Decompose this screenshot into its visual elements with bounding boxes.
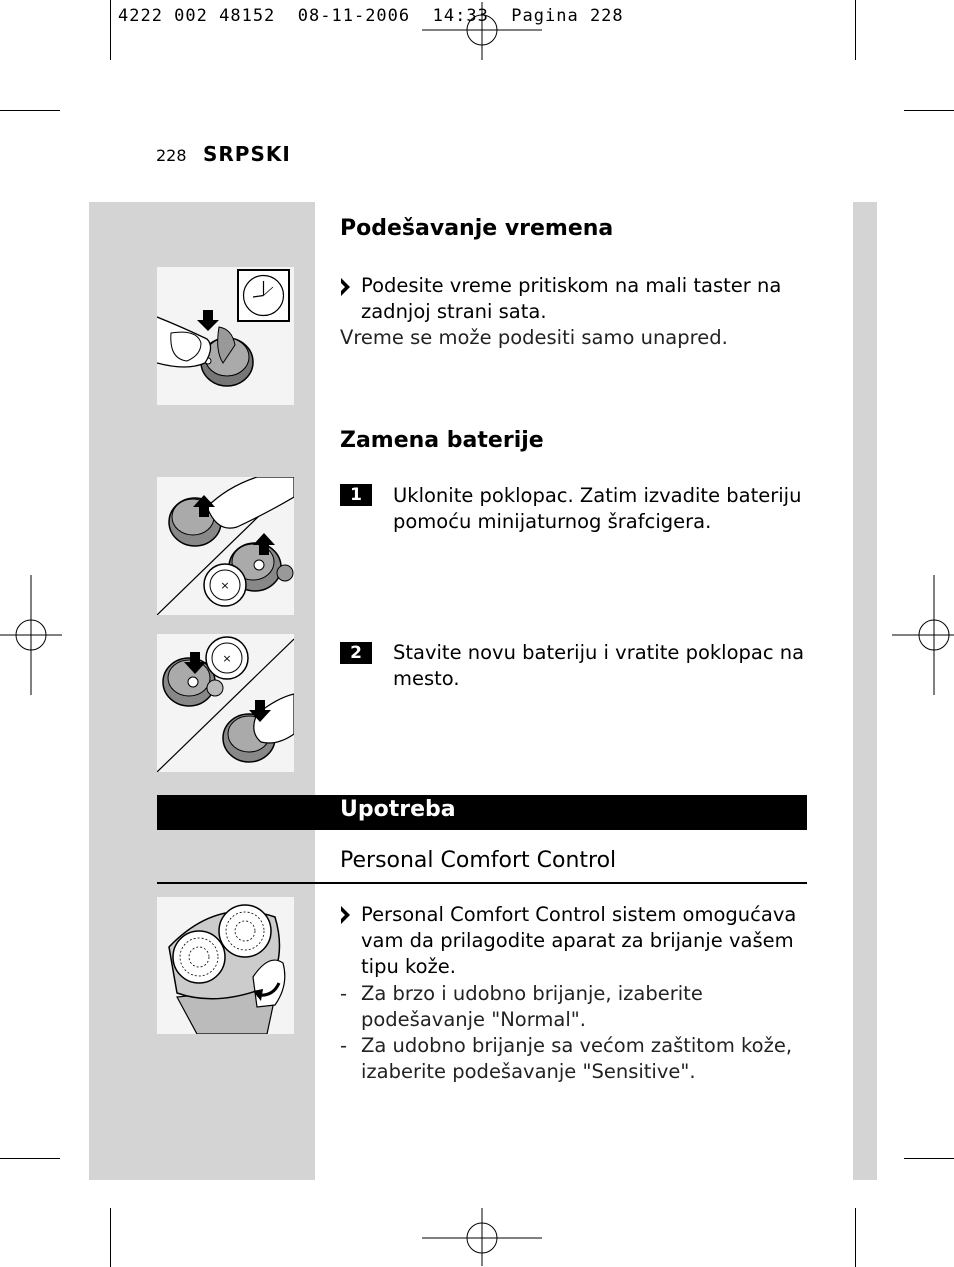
- step-1-line-1: Uklonite poklopac. Zatim izvadite bateriju: [393, 484, 802, 507]
- comfort-bullet-line-3: tipu kože.: [361, 955, 456, 978]
- illustration-clock-setting: [157, 267, 294, 405]
- step-number-2: 2: [340, 642, 372, 664]
- crop-mark: [0, 110, 60, 111]
- crop-mark: [855, 1208, 856, 1267]
- dash-item-1-line-2: podešavanje "Normal".: [361, 1008, 586, 1031]
- step-1-line-2: pomoću minijaturnog šrafcigera.: [393, 510, 712, 533]
- registration-mark-bottom: [420, 1208, 544, 1266]
- print-slug: [118, 6, 624, 26]
- step-2-line-1: Stavite novu bateriju i vratite poklopac na: [393, 641, 805, 664]
- dash-marker: -: [340, 982, 348, 1005]
- crop-mark: [855, 0, 856, 60]
- crop-mark: [0, 1158, 60, 1159]
- crop-mark: [904, 110, 954, 111]
- page-number: 228: [156, 146, 187, 165]
- svg-text:×: ×: [222, 652, 232, 665]
- battery-cell: [206, 637, 248, 679]
- bullet-arrow-icon: [340, 906, 358, 924]
- battery-cell: [204, 564, 246, 606]
- time-bullet-line-2: zadnjoj strani sata.: [361, 300, 547, 323]
- registration-mark-right: [892, 573, 954, 697]
- right-margin-column: [853, 202, 877, 1180]
- subsection-rule: [157, 882, 807, 884]
- time-bullet-line-1: Podesite vreme pritiskom na mali taster na: [361, 274, 782, 297]
- section-title-time: Podešavanje vremena: [340, 216, 614, 241]
- crop-mark: [110, 1208, 111, 1267]
- crop-mark: [904, 1158, 954, 1159]
- illustration-battery-remove: [157, 477, 294, 615]
- section-bar-title: Upotreba: [340, 797, 456, 822]
- clock-icon: [238, 270, 289, 321]
- subsection-title: Personal Comfort Control: [340, 848, 617, 873]
- crop-mark: [110, 0, 111, 60]
- finger: [207, 477, 294, 528]
- shaving-head: [219, 905, 271, 957]
- time-note: Vreme se može podesiti samo unapred.: [340, 326, 728, 349]
- shaving-head: [173, 931, 225, 983]
- comfort-bullet-line-1: Personal Comfort Control sistem omogućava: [361, 903, 797, 926]
- battery-small: [207, 680, 223, 696]
- dash-item-1-line-1: Za brzo i udobno brijanje, izaberite: [361, 982, 703, 1005]
- step-2-line-2: mesto.: [393, 667, 460, 690]
- dash-item-2-line-2: izaberite podešavanje "Sensitive".: [361, 1060, 696, 1083]
- registration-mark-left: [0, 573, 62, 697]
- slug-time: 14:33: [432, 6, 489, 26]
- section-bar-use: [157, 795, 807, 830]
- comfort-bullet-line-2: vam da prilagodite aparat za brijanje vašem: [361, 929, 794, 952]
- step-number-1: 1: [340, 484, 372, 506]
- illustration-comfort-control: [157, 897, 294, 1034]
- language-title: SRPSKI: [203, 142, 291, 166]
- slug-page: Pagina 228: [511, 6, 624, 26]
- slug-date: 08-11-2006: [297, 6, 411, 26]
- slug-code: 4222 002 48152: [118, 6, 276, 26]
- section-title-battery: Zamena baterije: [340, 428, 544, 453]
- bullet-arrow-icon: [340, 278, 358, 296]
- dash-item-2-line-1: Za udobno brijanje sa većom zaštitom kože,: [361, 1034, 793, 1057]
- dash-marker: -: [340, 1034, 348, 1057]
- svg-text:×: ×: [220, 579, 230, 592]
- push-arrow-icon: [197, 310, 219, 331]
- registration-mark-top: [420, 2, 544, 60]
- illustration-battery-insert: [157, 634, 294, 772]
- battery-old: [277, 565, 293, 581]
